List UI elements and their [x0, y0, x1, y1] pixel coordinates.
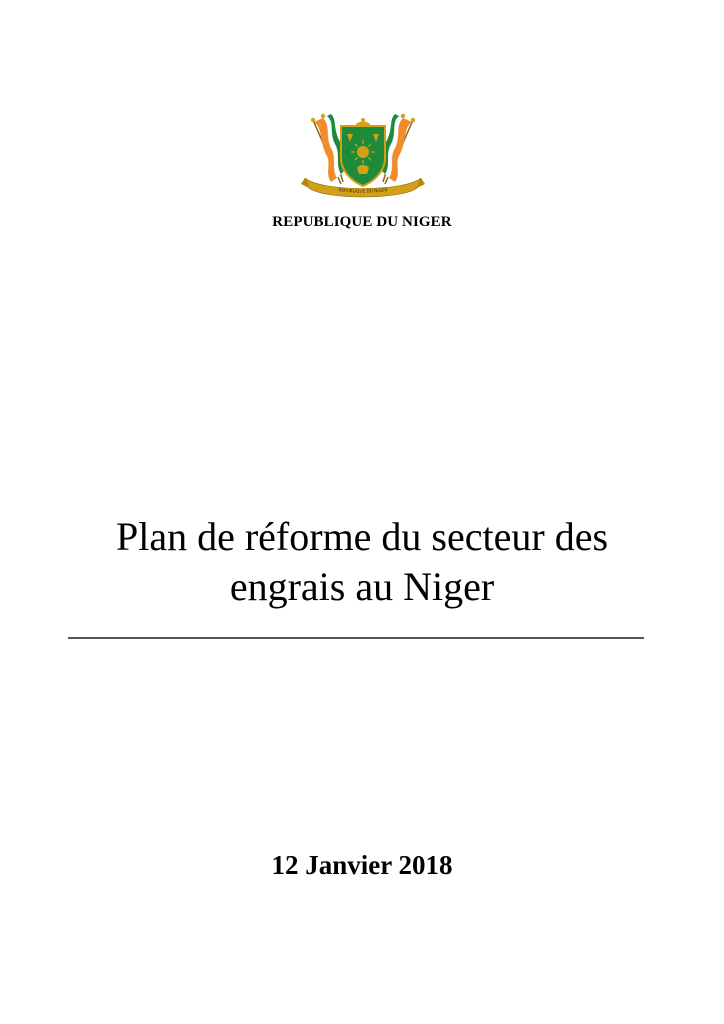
- coat-of-arms-icon: [301, 112, 425, 200]
- emblem-motto-text: REPUBLIQUE DU NIGER: [338, 187, 388, 194]
- country-name: REPUBLIQUE DU NIGER: [272, 214, 452, 230]
- right-flags-icon: [381, 114, 415, 184]
- left-flags-icon: [311, 114, 345, 184]
- document-title-line-1: Plan de réforme du secteur des: [115, 514, 609, 559]
- shield-icon: [341, 118, 385, 186]
- document-title: [40, 512, 684, 612]
- title-divider: [68, 637, 644, 639]
- document-title-line-2: engrais au Niger: [229, 564, 495, 609]
- document-date: 12 Janvier 2018: [271, 850, 453, 880]
